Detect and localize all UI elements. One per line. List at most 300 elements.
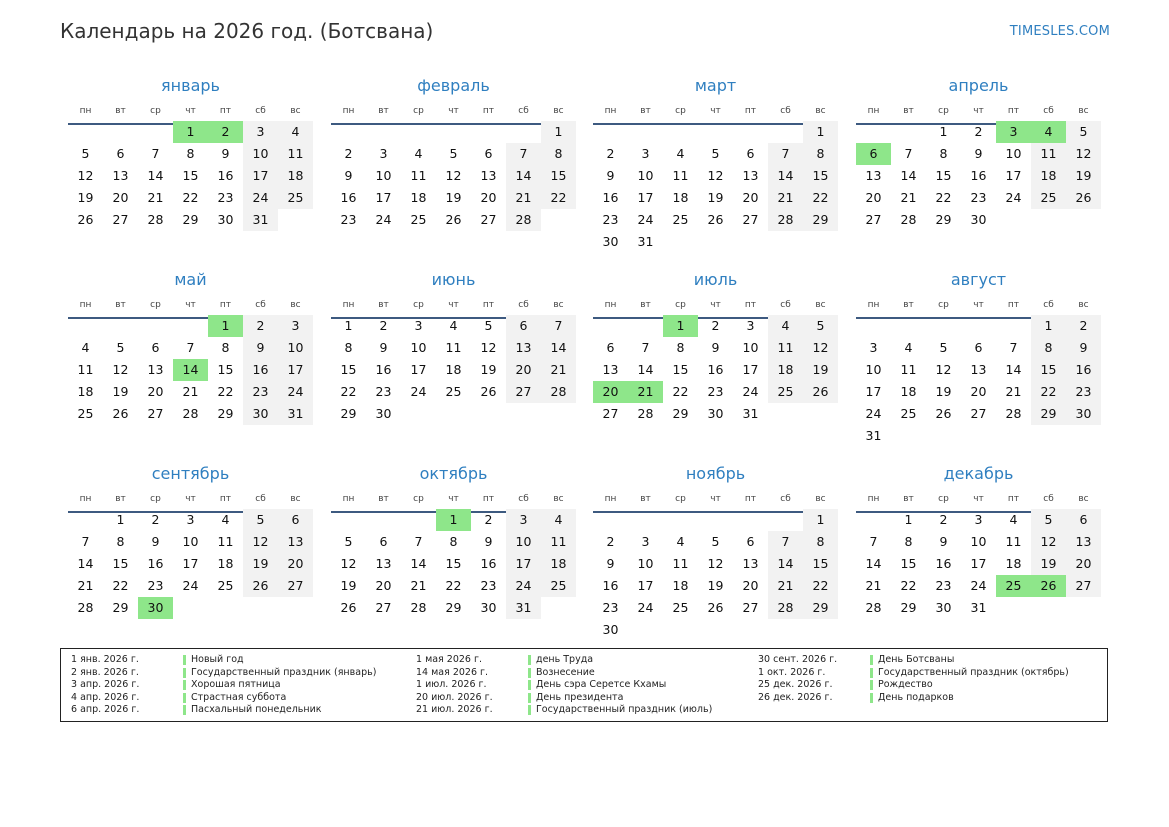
holiday-date: 1 июл. 2026 г. <box>416 679 487 690</box>
weekday-label: пн <box>867 106 880 116</box>
month-header-rule <box>593 511 838 513</box>
day-cell: 6 <box>116 146 125 161</box>
day-cell: 12 <box>445 168 462 183</box>
day-cell: 15 <box>803 553 838 575</box>
day-cell: 24 <box>742 384 759 399</box>
day-cell: 28 <box>506 209 541 231</box>
holiday-name: Государственный праздник (июль) <box>536 704 713 715</box>
weekday-label: вс <box>1078 106 1089 116</box>
holiday-date: 20 июл. 2026 г. <box>416 691 493 703</box>
holiday-row <box>758 692 1098 705</box>
month-name: сентябрь <box>151 464 230 483</box>
day-cell: 14 <box>541 337 576 359</box>
day-cell: 7 <box>904 146 913 161</box>
day-cell: 6 <box>484 146 493 161</box>
day-cell: 18 <box>900 384 917 399</box>
weekday-label: пн <box>604 300 617 310</box>
day-cell: 4 <box>541 509 576 531</box>
holiday-date: 6 апр. 2026 г. <box>71 704 140 715</box>
day-cell: 15 <box>1031 359 1066 381</box>
day-cell: 28 <box>768 597 803 619</box>
day-cell: 29 <box>182 212 199 227</box>
weekday-label: пн <box>604 494 617 504</box>
day-cell: 27 <box>480 212 497 227</box>
day-cell: 7 <box>768 531 803 553</box>
day-cell: 15 <box>935 168 952 183</box>
holiday-row <box>758 679 1098 692</box>
day-cell: 25 <box>900 406 917 421</box>
day-cell: 5 <box>449 146 458 161</box>
day-cell: 28 <box>77 600 94 615</box>
day-cell: 17 <box>375 190 392 205</box>
day-cell: 13 <box>480 168 497 183</box>
day-cell: 11 <box>541 531 576 553</box>
weekday-label: чт <box>448 494 459 504</box>
weekday-label: вс <box>290 494 301 504</box>
day-cell: 11 <box>410 168 427 183</box>
day-cell: 17 <box>506 553 541 575</box>
day-cell: 10 <box>278 337 313 359</box>
day-cell: 19 <box>480 362 497 377</box>
weekday-label: пт <box>219 106 232 116</box>
day-cell: 22 <box>803 187 838 209</box>
day-cell: 2 <box>151 512 160 527</box>
day-cell: 8 <box>449 534 458 549</box>
holiday-name: Государственный праздник (октябрь) <box>878 666 1069 678</box>
weekday-label: вт <box>640 300 651 310</box>
holiday-row <box>416 704 756 717</box>
holiday-name: День президента <box>536 691 624 703</box>
weekday-label: вт <box>903 494 914 504</box>
day-cell: 22 <box>445 578 462 593</box>
weekday-label: пт <box>744 106 757 116</box>
site-brand-link[interactable]: TIMESLES.COM <box>1009 24 1110 39</box>
weekday-label: сб <box>1043 494 1054 504</box>
weekday-label: пт <box>219 494 232 504</box>
day-cell: 24 <box>182 578 199 593</box>
weekday-label: пн <box>867 300 880 310</box>
holiday-date: 1 янв. 2026 г. <box>71 654 139 665</box>
holiday-name: Государственный праздник (январь) <box>191 666 377 678</box>
day-cell: 15 <box>217 362 234 377</box>
day-cell: 10 <box>506 531 541 553</box>
day-cell: 5 <box>344 534 353 549</box>
day-cell: 19 <box>1066 165 1101 187</box>
day-cell: 7 <box>768 143 803 165</box>
weekday-label: ср <box>675 300 686 310</box>
day-cell: 7 <box>641 340 650 355</box>
day-cell: 30 <box>217 212 234 227</box>
day-cell: 12 <box>803 337 838 359</box>
day-cell: 20 <box>375 578 392 593</box>
day-cell: 2 <box>939 512 948 527</box>
weekday-label: пт <box>482 494 495 504</box>
day-cell: 7 <box>81 534 90 549</box>
day-cell: 20 <box>506 359 541 381</box>
day-cell: 1 <box>939 124 948 139</box>
day-cell: 15 <box>112 556 129 571</box>
day-cell: 7 <box>506 143 541 165</box>
weekday-label: вс <box>290 300 301 310</box>
day-cell: 10 <box>375 168 392 183</box>
day-cell: 4 <box>676 146 685 161</box>
day-cell: 20 <box>742 578 759 593</box>
day-cell: 15 <box>900 556 917 571</box>
holiday-date: 30 сент. 2026 г. <box>758 654 838 665</box>
holiday-row <box>71 679 411 692</box>
weekday-label: пн <box>79 300 92 310</box>
holiday-date: 1 окт. 2026 г. <box>758 666 826 678</box>
day-cell: 28 <box>182 406 199 421</box>
day-cell: 3 <box>641 534 650 549</box>
weekday-label: вс <box>815 106 826 116</box>
weekday-label: вт <box>640 494 651 504</box>
holiday-column <box>758 654 1098 704</box>
day-cell: 1 <box>803 121 838 143</box>
day-cell: 3 <box>746 318 755 333</box>
day-cell: 11 <box>768 337 803 359</box>
day-cell: 14 <box>410 556 427 571</box>
day-cell: 30 <box>1066 403 1101 425</box>
day-cell: 31 <box>243 209 278 231</box>
weekday-label: чт <box>185 494 196 504</box>
day-cell: 6 <box>278 509 313 531</box>
weekday-label: ср <box>150 300 161 310</box>
day-cell: 18 <box>278 165 313 187</box>
day-cell: 18 <box>410 190 427 205</box>
day-cell: 13 <box>506 337 541 359</box>
day-cell: 12 <box>935 362 952 377</box>
day-cell: 21 <box>77 578 94 593</box>
day-cell: 9 <box>939 534 948 549</box>
day-cell: 31 <box>865 428 882 443</box>
day-cell: 14 <box>506 165 541 187</box>
holiday-marker <box>528 668 531 678</box>
day-cell: 17 <box>970 556 987 571</box>
day-cell: 23 <box>1066 381 1101 403</box>
day-cell: 9 <box>243 337 278 359</box>
day-cell: 8 <box>676 340 685 355</box>
weekday-label: вт <box>903 300 914 310</box>
day-cell: 19 <box>77 190 94 205</box>
day-cell: 29 <box>217 406 234 421</box>
weekday-label: вс <box>290 106 301 116</box>
day-cell: 13 <box>278 531 313 553</box>
day-cell: 1 <box>116 512 125 527</box>
day-cell: 6 <box>151 340 160 355</box>
day-cell: 5 <box>116 340 125 355</box>
day-cell: 7 <box>414 534 423 549</box>
weekday-label: ср <box>150 494 161 504</box>
day-cell: 10 <box>182 534 199 549</box>
day-cell: 3 <box>278 315 313 337</box>
day-cell: 16 <box>147 556 164 571</box>
day-cell: 5 <box>711 146 720 161</box>
day-cell: 6 <box>746 534 755 549</box>
day-cell: 14 <box>77 556 94 571</box>
day-cell: 20 <box>970 384 987 399</box>
day-cell: 29 <box>900 600 917 615</box>
day-cell: 29 <box>935 212 952 227</box>
weekday-label: пн <box>79 106 92 116</box>
holiday-marker <box>870 655 873 665</box>
day-cell: 30 <box>935 600 952 615</box>
weekday-label: чт <box>448 300 459 310</box>
day-cell: 8 <box>344 340 353 355</box>
day-cell: 15 <box>445 556 462 571</box>
weekday-label: сб <box>255 494 266 504</box>
day-cell: 6 <box>506 315 541 337</box>
day-cell: 14 <box>768 553 803 575</box>
day-cell: 24 <box>243 187 278 209</box>
day-cell: 16 <box>1066 359 1101 381</box>
day-cell: 24 <box>1005 190 1022 205</box>
day-cell: 26 <box>243 575 278 597</box>
day-cell: 9 <box>379 340 388 355</box>
day-cell: 30 <box>480 600 497 615</box>
day-cell: 23 <box>340 212 357 227</box>
day-cell: 12 <box>112 362 129 377</box>
weekday-label: пт <box>744 300 757 310</box>
holiday-day-cell: 21 <box>628 381 663 403</box>
day-cell: 25 <box>445 384 462 399</box>
weekday-label: пт <box>482 106 495 116</box>
holiday-name: Вознесение <box>536 666 595 678</box>
day-cell: 16 <box>340 190 357 205</box>
holiday-date: 14 мая 2026 г. <box>416 666 489 678</box>
day-cell: 2 <box>606 534 615 549</box>
holiday-row <box>416 692 756 705</box>
day-cell: 12 <box>707 168 724 183</box>
holiday-day-cell: 1 <box>208 315 243 337</box>
holiday-marker <box>870 680 873 690</box>
day-cell: 3 <box>641 146 650 161</box>
holiday-name: День сэра Серетсе Кхамы <box>536 679 667 690</box>
day-cell: 26 <box>935 406 952 421</box>
day-cell: 18 <box>768 359 803 381</box>
day-cell: 1 <box>344 318 353 333</box>
day-cell: 4 <box>81 340 90 355</box>
day-cell: 20 <box>480 190 497 205</box>
month-name: май <box>174 270 207 289</box>
day-cell: 4 <box>676 534 685 549</box>
day-cell: 21 <box>147 190 164 205</box>
day-cell: 4 <box>278 121 313 143</box>
day-cell: 8 <box>803 531 838 553</box>
day-cell: 3 <box>379 146 388 161</box>
holiday-day-cell: 4 <box>1031 121 1066 143</box>
day-cell: 17 <box>742 362 759 377</box>
day-cell: 29 <box>112 600 129 615</box>
weekday-label: чт <box>710 106 721 116</box>
day-cell: 3 <box>243 121 278 143</box>
day-cell: 2 <box>379 318 388 333</box>
holiday-legend <box>60 648 1108 722</box>
day-cell: 9 <box>221 146 230 161</box>
holiday-day-cell: 1 <box>663 315 698 337</box>
day-cell: 20 <box>742 190 759 205</box>
day-cell: 24 <box>278 381 313 403</box>
holiday-row <box>71 692 411 705</box>
day-cell: 30 <box>602 622 619 637</box>
day-cell: 12 <box>77 168 94 183</box>
day-cell: 7 <box>151 146 160 161</box>
weekday-label: пт <box>1007 106 1020 116</box>
day-cell: 19 <box>243 553 278 575</box>
month-name: июль <box>693 270 738 289</box>
day-cell: 26 <box>340 600 357 615</box>
weekday-label: ср <box>675 106 686 116</box>
holiday-column <box>71 654 411 717</box>
day-cell: 18 <box>1005 556 1022 571</box>
day-cell: 22 <box>541 187 576 209</box>
weekday-label: вс <box>1078 300 1089 310</box>
day-cell: 13 <box>112 168 129 183</box>
day-cell: 5 <box>803 315 838 337</box>
day-cell: 26 <box>112 406 129 421</box>
day-cell: 15 <box>541 165 576 187</box>
day-cell: 16 <box>602 578 619 593</box>
day-cell: 5 <box>81 146 90 161</box>
weekday-label: вт <box>903 106 914 116</box>
day-cell: 2 <box>344 146 353 161</box>
weekday-label: сб <box>518 106 529 116</box>
day-cell: 29 <box>803 209 838 231</box>
day-cell: 6 <box>606 340 615 355</box>
day-cell: 10 <box>1005 146 1022 161</box>
holiday-column <box>416 654 756 717</box>
day-cell: 11 <box>445 340 462 355</box>
month-name: февраль <box>417 76 490 95</box>
day-cell: 21 <box>410 578 427 593</box>
day-cell: 29 <box>1031 403 1066 425</box>
day-cell: 16 <box>375 362 392 377</box>
weekday-label: ср <box>938 300 949 310</box>
day-cell: 30 <box>375 406 392 421</box>
day-cell: 5 <box>939 340 948 355</box>
weekday-label: пн <box>604 106 617 116</box>
day-cell: 21 <box>900 190 917 205</box>
weekday-label: сб <box>780 300 791 310</box>
day-cell: 1 <box>541 121 576 143</box>
day-cell: 24 <box>410 384 427 399</box>
day-cell: 26 <box>77 212 94 227</box>
weekday-label: вт <box>378 494 389 504</box>
day-cell: 24 <box>506 575 541 597</box>
day-cell: 8 <box>116 534 125 549</box>
day-cell: 31 <box>278 403 313 425</box>
day-cell: 13 <box>865 168 882 183</box>
holiday-row <box>71 654 411 667</box>
day-cell: 8 <box>904 534 913 549</box>
day-cell: 13 <box>147 362 164 377</box>
weekday-label: ср <box>413 494 424 504</box>
day-cell: 22 <box>112 578 129 593</box>
day-cell: 28 <box>865 600 882 615</box>
holiday-marker <box>183 693 186 703</box>
holiday-name: Страстная суббота <box>191 691 287 703</box>
weekday-label: вс <box>815 300 826 310</box>
day-cell: 12 <box>707 556 724 571</box>
weekday-label: пн <box>342 300 355 310</box>
day-cell: 17 <box>1005 168 1022 183</box>
day-cell: 12 <box>480 340 497 355</box>
day-cell: 19 <box>340 578 357 593</box>
weekday-label: ср <box>413 300 424 310</box>
day-cell: 28 <box>900 212 917 227</box>
day-cell: 29 <box>803 597 838 619</box>
day-cell: 1 <box>904 512 913 527</box>
day-cell: 8 <box>1031 337 1066 359</box>
day-cell: 27 <box>375 600 392 615</box>
month-name: декабрь <box>943 464 1014 483</box>
day-cell: 2 <box>243 315 278 337</box>
day-cell: 29 <box>340 406 357 421</box>
day-cell: 2 <box>711 318 720 333</box>
day-cell: 21 <box>865 578 882 593</box>
day-cell: 13 <box>742 168 759 183</box>
day-cell: 18 <box>672 190 689 205</box>
day-cell: 22 <box>672 384 689 399</box>
weekday-label: сб <box>518 494 529 504</box>
holiday-marker <box>528 705 531 715</box>
day-cell: 16 <box>970 168 987 183</box>
day-cell: 23 <box>970 190 987 205</box>
day-cell: 20 <box>147 384 164 399</box>
day-cell: 19 <box>445 190 462 205</box>
day-cell: 19 <box>707 578 724 593</box>
day-cell: 17 <box>243 165 278 187</box>
day-cell: 5 <box>711 534 720 549</box>
day-cell: 9 <box>606 168 615 183</box>
day-cell: 10 <box>637 556 654 571</box>
holiday-name: Пасхальный понедельник <box>191 704 322 715</box>
holiday-name: день Труда <box>536 654 594 665</box>
weekday-label: пн <box>342 494 355 504</box>
day-cell: 2 <box>606 146 615 161</box>
day-cell: 12 <box>1031 531 1066 553</box>
day-cell: 31 <box>742 406 759 421</box>
day-cell: 22 <box>340 384 357 399</box>
day-cell: 9 <box>1066 337 1101 359</box>
day-cell: 22 <box>217 384 234 399</box>
day-cell: 1 <box>803 509 838 531</box>
day-cell: 7 <box>1009 340 1018 355</box>
day-cell: 27 <box>1066 575 1101 597</box>
day-cell: 25 <box>217 578 234 593</box>
day-cell: 27 <box>602 406 619 421</box>
holiday-date: 2 янв. 2026 г. <box>71 666 139 678</box>
day-cell: 5 <box>1066 121 1101 143</box>
weekday-label: сб <box>255 106 266 116</box>
day-cell: 11 <box>672 168 689 183</box>
day-cell: 27 <box>147 406 164 421</box>
holiday-date: 3 апр. 2026 г. <box>71 679 140 690</box>
holiday-row <box>416 654 756 667</box>
weekday-label: сб <box>780 494 791 504</box>
day-cell: 10 <box>410 340 427 355</box>
day-cell: 7 <box>186 340 195 355</box>
holiday-name: Хорошая пятница <box>191 679 281 690</box>
month-name: октябрь <box>419 464 488 483</box>
day-cell: 23 <box>602 600 619 615</box>
day-cell: 20 <box>865 190 882 205</box>
day-cell: 23 <box>147 578 164 593</box>
weekday-label: ср <box>413 106 424 116</box>
day-cell: 24 <box>375 212 392 227</box>
day-cell: 6 <box>974 340 983 355</box>
weekday-label: вс <box>815 494 826 504</box>
